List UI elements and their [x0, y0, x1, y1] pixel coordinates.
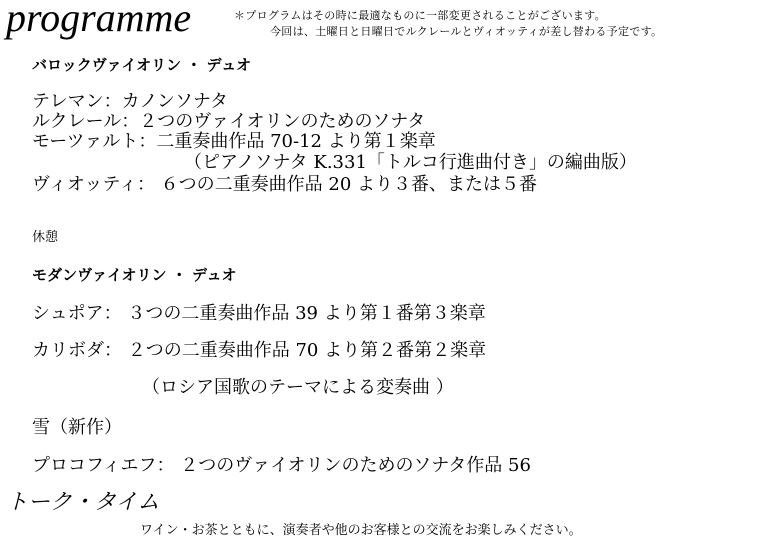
program-item-snow: 雪（新作）: [32, 417, 122, 438]
intermission-label: 休憩: [32, 230, 59, 245]
program-item-mozart-note: （ピアノソナタ K.331「トルコ行進曲付き」の編曲版）: [184, 152, 637, 173]
talk-time-heading: トーク・タイム: [6, 490, 160, 515]
program-item-telemann: テレマン：カノンソナタ: [32, 91, 229, 112]
programme-title: programme: [6, 0, 192, 40]
program-item-leclair: ルクレール：２つのヴァイオリンのためのソナタ: [32, 111, 426, 132]
program-item-kalliwoda-note: （ロシア国歌のテーマによる変奏曲 ）: [142, 377, 454, 398]
modern-duo-heading: モダンヴァイオリン ・ デュオ: [32, 266, 237, 284]
program-item-spohr: シュポア： ３つの二重奏曲作品 39 より第１番第３楽章: [32, 303, 486, 324]
program-item-kalliwoda: カリボダ： ２つの二重奏曲作品 70 より第２番第２楽章: [32, 340, 487, 361]
substitution-notice: 今回は、土曜日と日曜日でルクレールとヴィオッティが差し替わる予定です。: [270, 25, 663, 38]
talk-time-text: ワイン・お茶とともに、演奏者や他のお客様との交流をお楽しみください。: [140, 523, 582, 538]
change-notice: ＊プログラムはその時に最適なものに一部変更されることがございます。: [234, 9, 606, 22]
program-item-prokofiev: プロコフィエフ： ２つのヴァイオリンのためのソナタ作品 56: [32, 455, 531, 476]
program-item-mozart: モーツァルト：二重奏曲作品 70-12 より第１楽章: [32, 131, 436, 152]
baroque-duo-heading: バロックヴァイオリン ・ デュオ: [32, 56, 252, 74]
program-item-viotti: ヴィオッティ： ６つの二重奏曲作品 20 より３番、または５番: [32, 174, 538, 195]
